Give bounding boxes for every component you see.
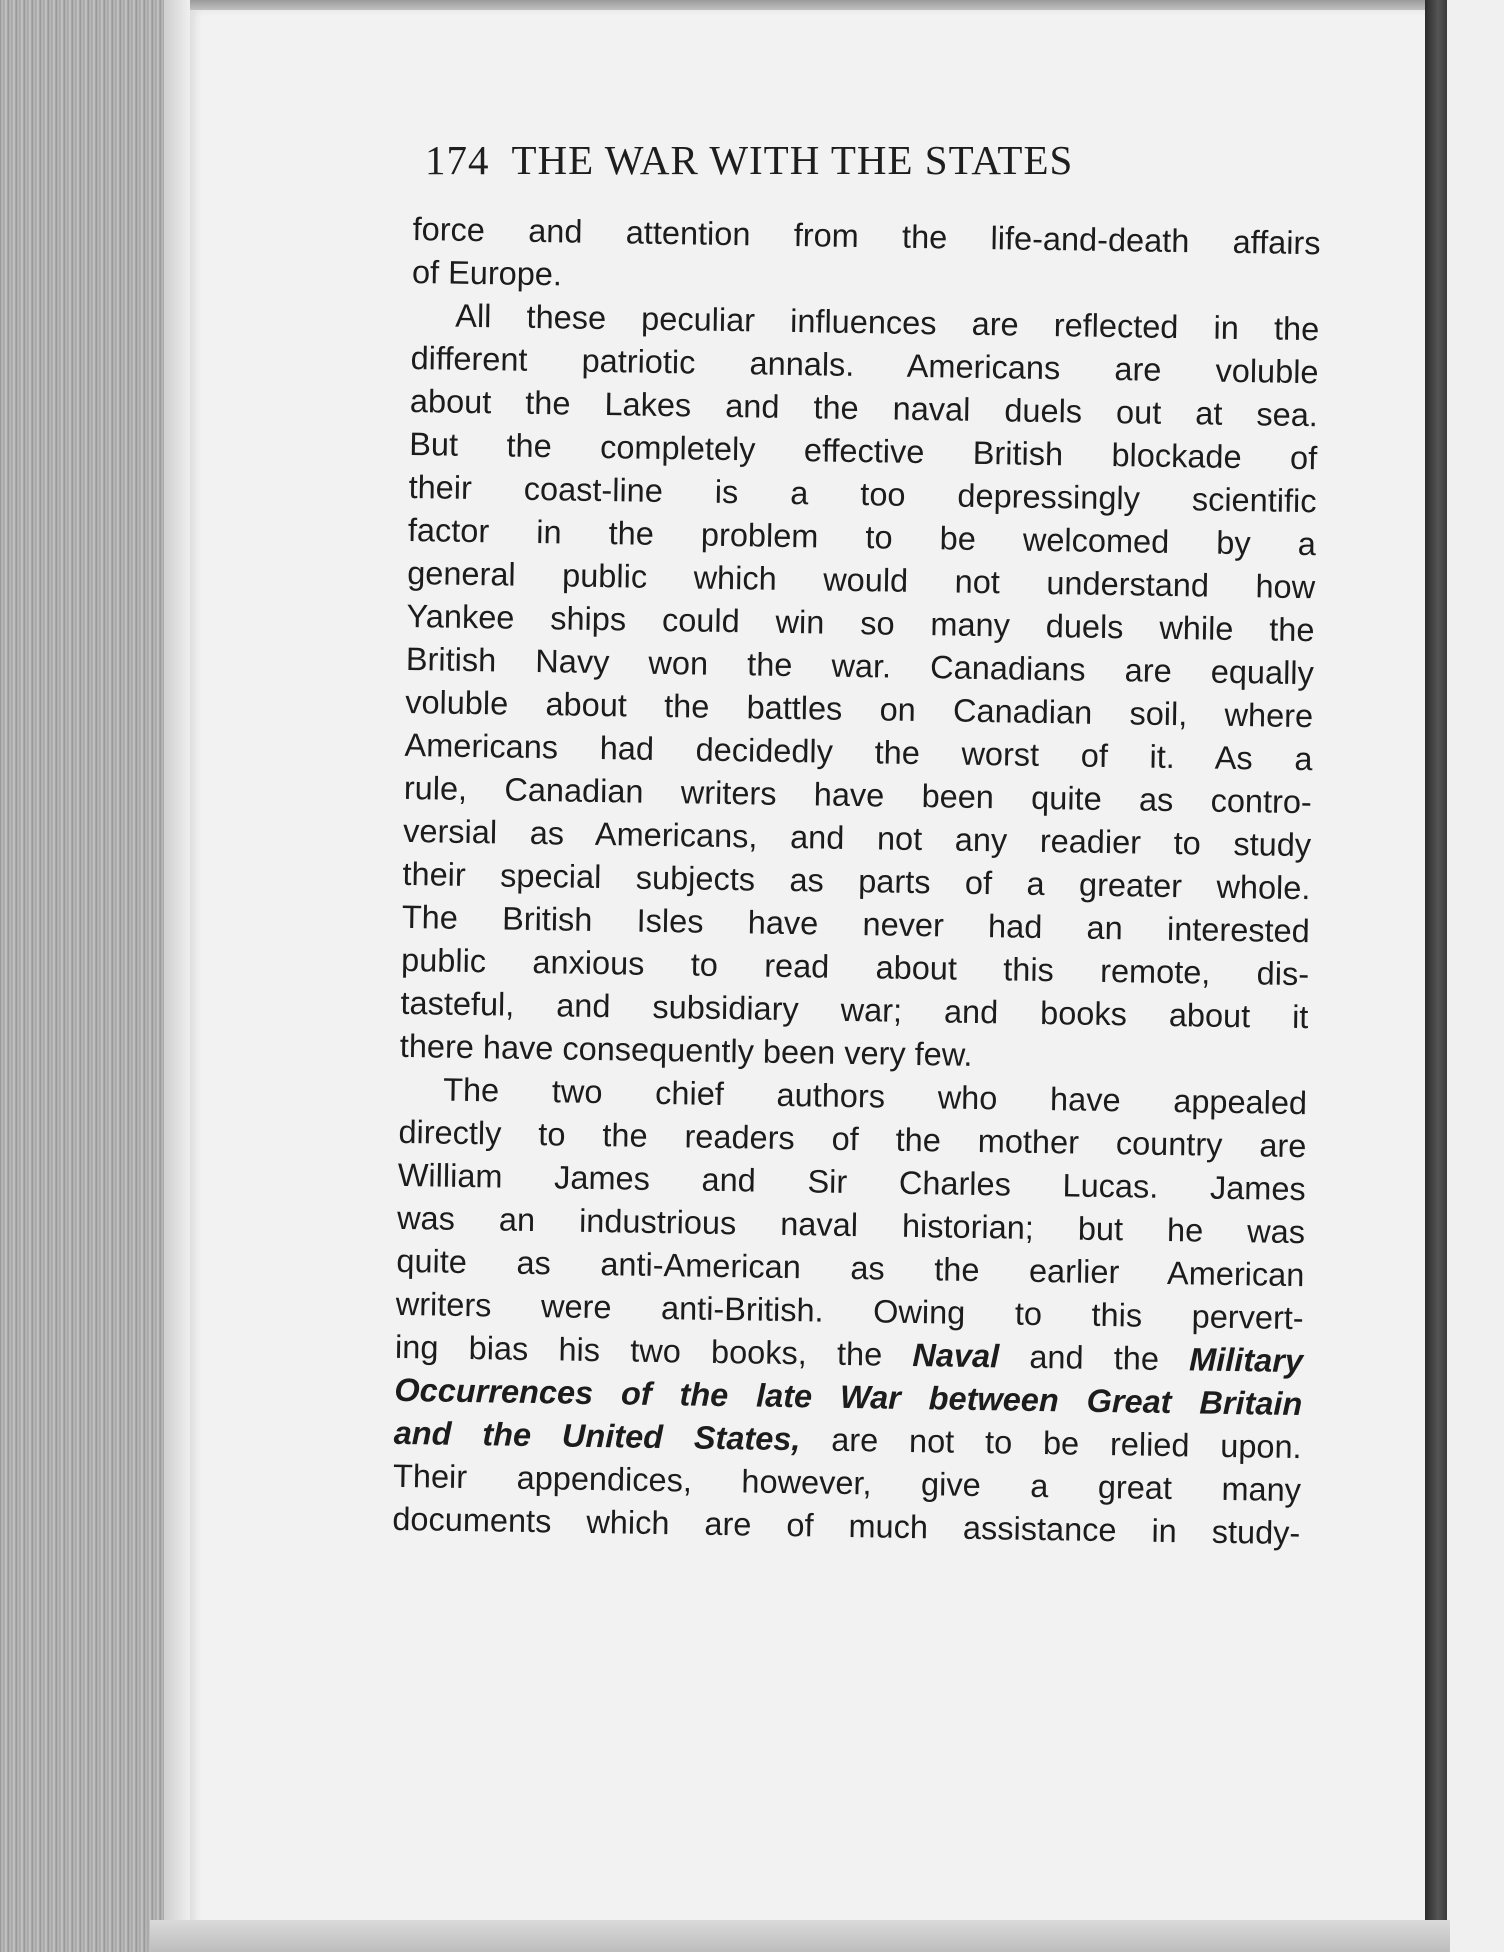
book-gutter: [1425, 0, 1447, 1952]
running-title: THE WAR WITH THE STATES: [511, 137, 1074, 183]
page-number: 174: [425, 137, 490, 183]
scan-bottom-edge: [150, 1920, 1450, 1952]
text-line: tasteful, and subsidiary war; and books about it: [400, 984, 1309, 1036]
text-line: general public which would not understand how: [406, 554, 1316, 606]
text-line: of Europe.: [411, 253, 563, 293]
text-line: versial as Americans, and not any readier to study: [402, 812, 1312, 864]
text-line: voluble about the battles on Canadian soil, where: [404, 683, 1314, 735]
text-run: ing bias his two books, the: [394, 1328, 913, 1373]
facing-page-edge: [1447, 0, 1504, 1952]
text-line: William James and Sir Charles Lucas. James: [397, 1156, 1306, 1208]
body-text: [392, 208, 1321, 1555]
text-line: their special subjects as parts of a greater whole.: [402, 855, 1311, 907]
text-run: and the: [998, 1338, 1190, 1378]
book-page-edges: [0, 0, 190, 1952]
text-line: But the completely effective British blockade of: [409, 425, 1318, 477]
text-run: are not to be relied upon.: [800, 1421, 1302, 1466]
text-line: their coast-line is a too depressingly scientific: [408, 468, 1317, 520]
text-line: public anxious to read about this remote, dis-: [400, 941, 1310, 993]
text-line: Americans had decidedly the worst of it. As a: [404, 726, 1313, 778]
italic-title: and the United States,: [393, 1414, 801, 1458]
text-line: quite as anti-American as the earlier American: [396, 1242, 1305, 1294]
text-line: there have consequently been very few.: [399, 1027, 973, 1073]
text-line: rule, Canadian writers have been quite as contro-: [403, 769, 1313, 821]
text-line: documents which are of much assistance in study-: [392, 1500, 1301, 1552]
text-line: The two chief authors who have appealed: [442, 1071, 1308, 1122]
text-line: about the Lakes and the naval duels out at sea.: [409, 382, 1319, 434]
text-line: Yankee ships could win so many duels while the: [406, 597, 1315, 649]
text-line: All these peculiar influences are reflected in the: [455, 297, 1320, 348]
text-line: force and attention from the life-and-death affairs: [412, 210, 1321, 262]
italic-title: Military: [1188, 1341, 1304, 1380]
text-line: factor in the problem to be welcomed by a: [407, 511, 1317, 563]
text-line: British Navy won the war. Canadians are equally: [405, 640, 1315, 692]
text-line: Their appendices, however, give a great many: [392, 1457, 1302, 1509]
text-line: was an industrious naval historian; but he was: [396, 1199, 1306, 1251]
running-head: [425, 136, 1255, 184]
text-line: The British Isles have never had an interested: [401, 898, 1311, 950]
text-line: different patriotic annals. Americans are voluble: [410, 339, 1319, 391]
italic-title: Occurrences of the late War between Great Britain: [394, 1371, 1303, 1423]
text-line: directly to the readers of the mother country are: [398, 1113, 1307, 1165]
text-line: writers were anti-British. Owing to this pervert-: [395, 1285, 1304, 1337]
italic-title: Naval: [912, 1336, 1000, 1375]
